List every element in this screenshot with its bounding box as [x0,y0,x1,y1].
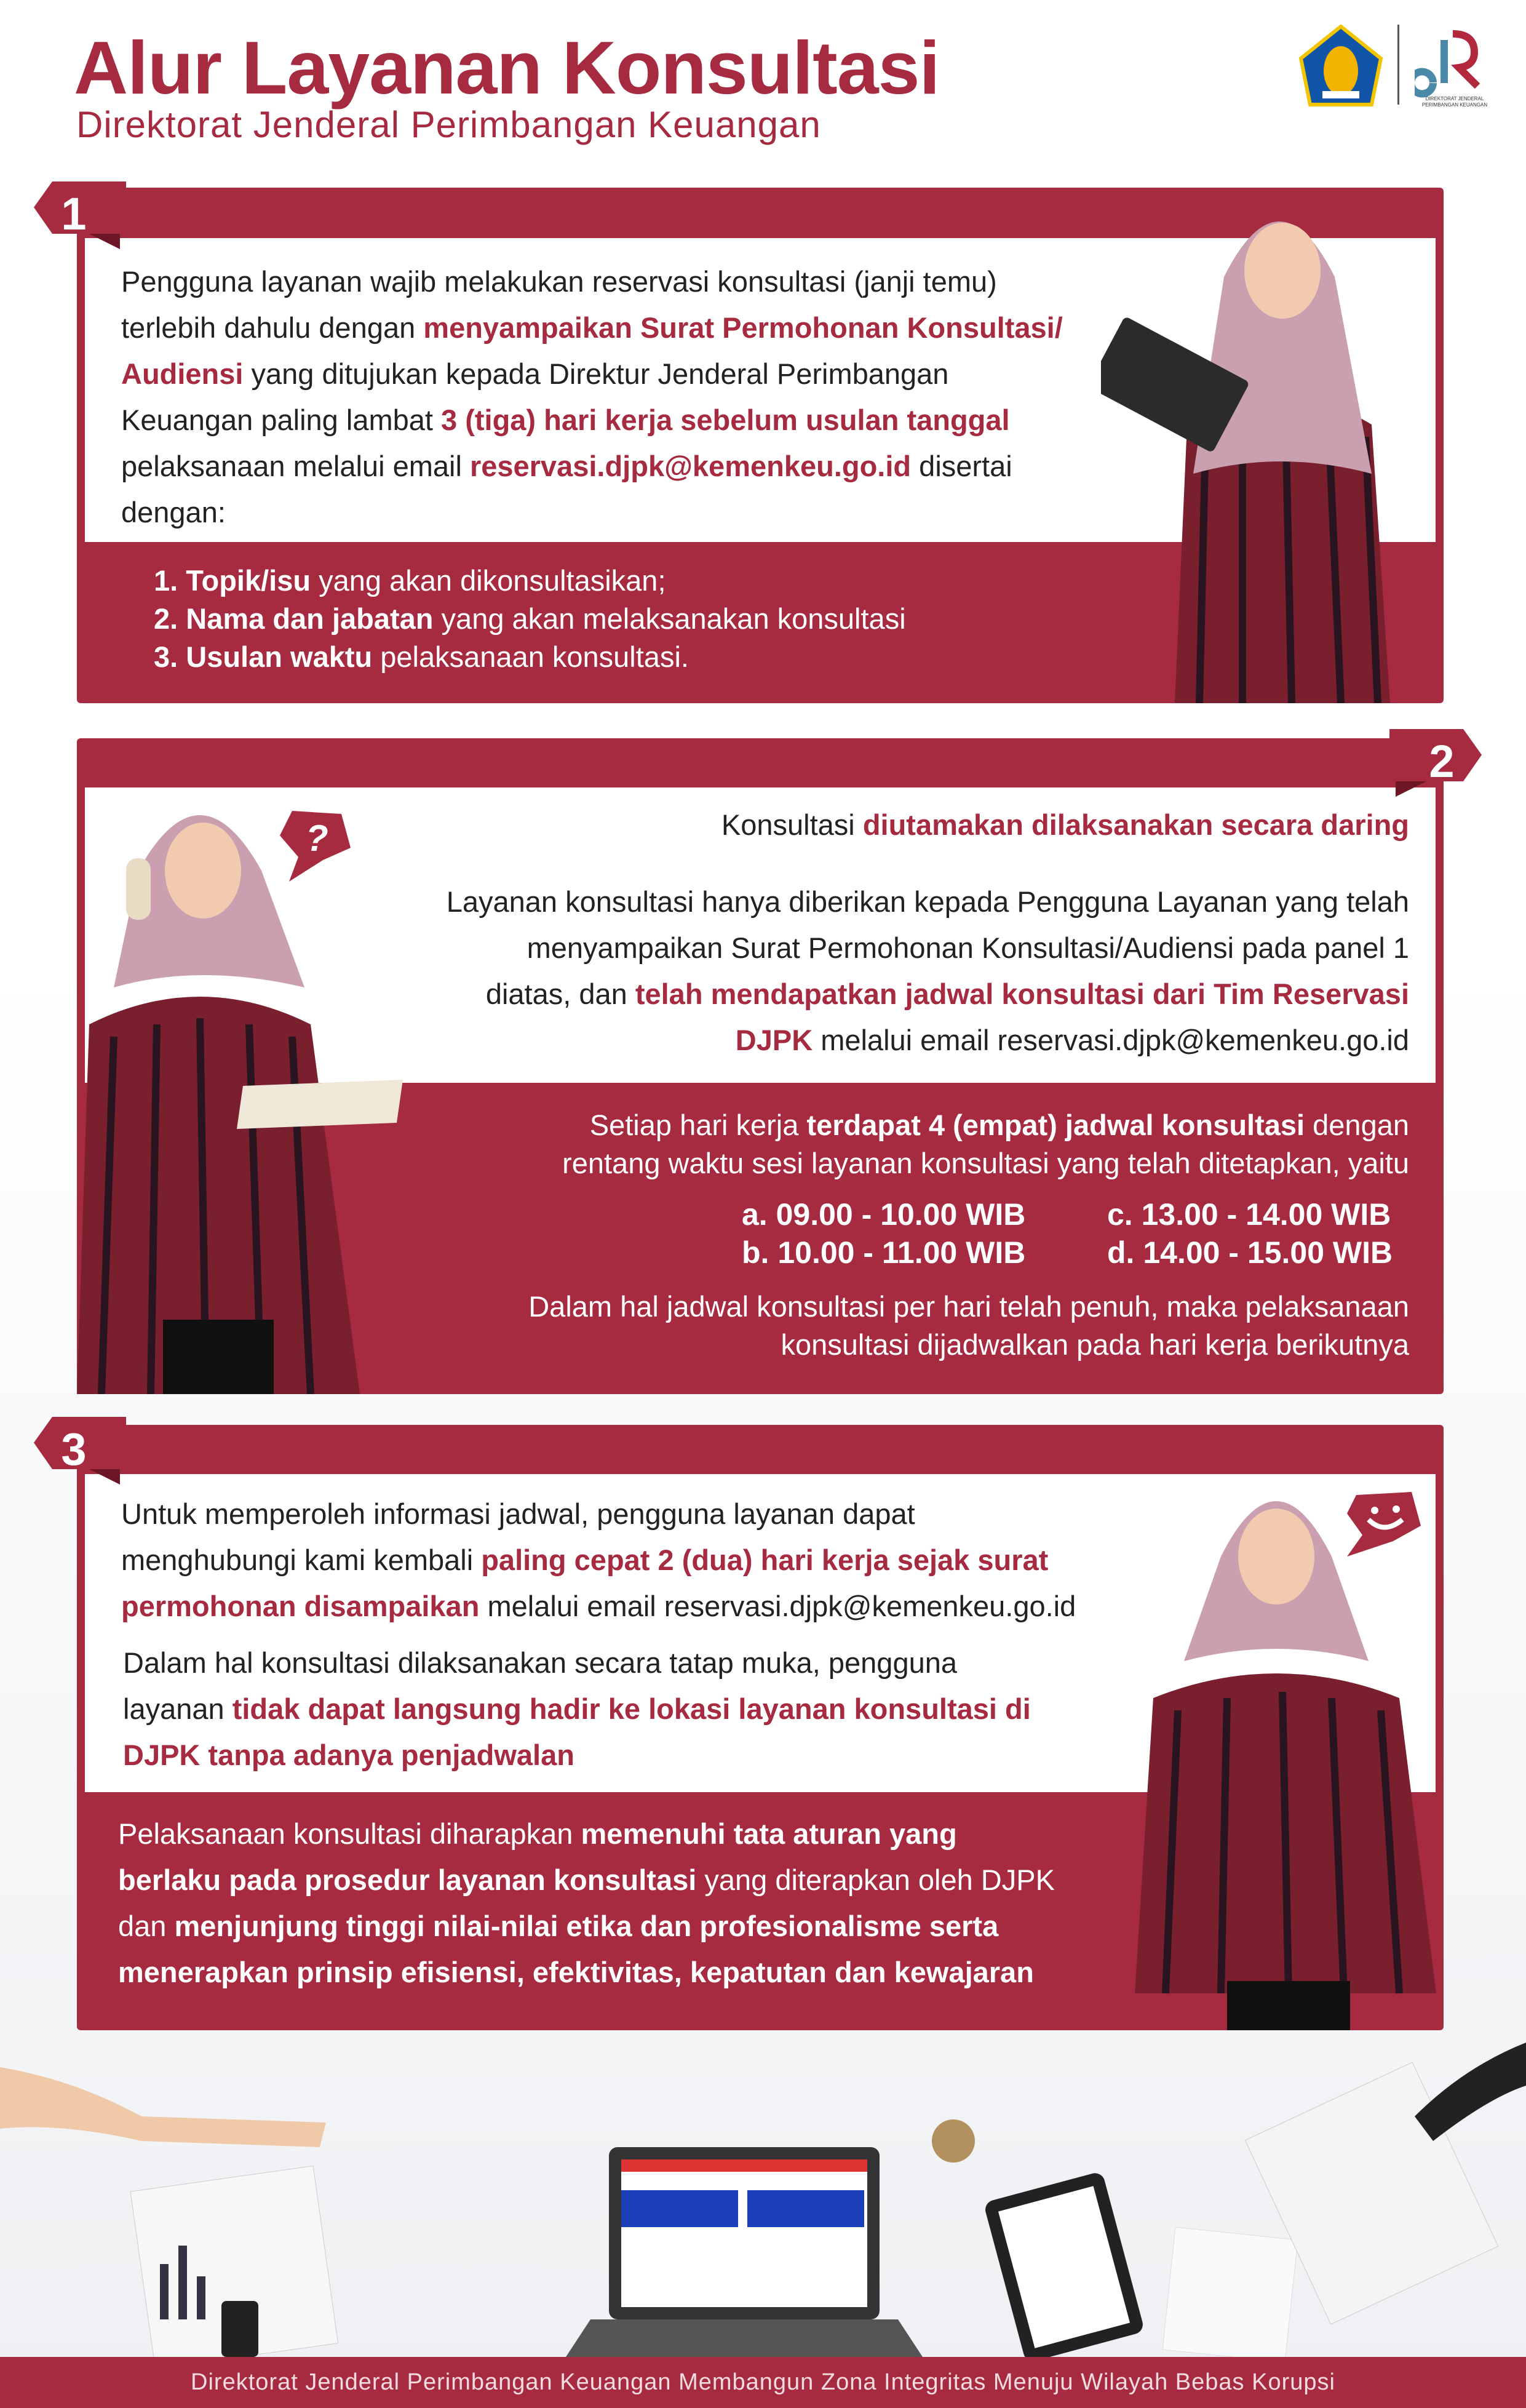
panel-2-full-schedule-note [528,1288,1409,1364]
text-line [528,1326,1409,1364]
panel-1-text [121,258,1063,535]
page-title: Alur Layanan Konsultasi [74,26,940,110]
text-line [121,351,1063,397]
text-line [154,600,906,638]
panel-3-face-to-face-text [123,1640,1031,1778]
bold-text: 2. [154,602,186,635]
highlight-text: DJPK tanpa adanya penjadwalan [123,1739,574,1771]
svg-text:DIREKTORAT JENDERAL: DIREKTORAT JENDERAL [1425,96,1484,102]
bold-text: terdapat 4 (empat) jadwal konsultasi [806,1109,1305,1141]
highlight-text: Audiensi [121,357,244,390]
logo-divider [1397,25,1399,105]
text-segment: dengan [1305,1109,1409,1141]
text-line [123,1686,1031,1732]
text-line [528,1288,1409,1326]
bold-text: berlaku pada prosedur layanan konsultasi [118,1864,697,1896]
schedule-slot-a: a. 09.00 - 10.00 WIB [742,1197,1026,1232]
text-segment: Pengguna layanan wajib melakukan reservasi konsultasi (janji temu) [121,265,997,298]
text-segment: Dalam hal konsultasi dilaksanakan secara tatap muka, pengguna [123,1646,958,1679]
highlight-text: reservasi.djpk@kemenkeu.go.id [469,450,912,482]
highlight-text: diutamakan dilaksanakan secara daring [862,808,1409,841]
panel-2-text [447,879,1409,1063]
panel-2-sessions-intro [562,1106,1409,1182]
step-1-number: 1 [61,188,87,239]
schedule-slot-c: c. 13.00 - 14.00 WIB [1107,1197,1391,1232]
text-line [121,1491,1076,1537]
highlight-text: 3 (tiga) hari kerja sebelum usulan tanggal [441,404,1010,436]
text-segment: Dalam hal jadwal konsultasi per hari telah penuh, maka pelaksanaan [528,1290,1409,1323]
text-segment: dengan: [121,496,226,528]
text-segment: melalui email reservasi.djpk@kemenkeu.go.id [479,1590,1076,1622]
text-segment: disertai [911,450,1012,482]
text-segment: yang akan dikonsultasikan; [311,564,666,597]
text-line [562,1144,1409,1182]
text-segment: menghubungi kami kembali [121,1544,482,1576]
text-segment: layanan [123,1692,232,1725]
schedule-slot-d: d. 14.00 - 15.00 WIB [1107,1235,1393,1270]
text-segment: pelaksanaan konsultasi. [372,640,689,673]
bold-text: Nama dan jabatan [186,602,434,635]
text-segment: Konsultasi [721,808,863,841]
woman-with-tablet-illustration [1101,166,1458,703]
panel-3-text [121,1491,1076,1629]
text-line [121,1537,1076,1583]
highlight-text: paling cepat 2 (dua) hari kerja sejak surat [481,1544,1049,1576]
text-segment: Untuk memperoleh informasi jadwal, pengguna layanan dapat [121,1497,915,1530]
text-segment: yang ditujukan kepada Direktur Jenderal Perimbangan [243,357,949,390]
text-line [562,1106,1409,1144]
text-line [721,802,1409,848]
text-line [123,1732,1031,1778]
step-1-badge [34,181,126,249]
bold-text: menerapkan prinsip efisiensi, efektivitas, kepatutan dan kewajaran [118,1956,1034,1988]
schedule-column-right [1107,1195,1393,1272]
panel-3-conduct-text [118,1811,1055,1995]
question-bubble-symbol: ? [306,818,328,859]
text-segment: Setiap hari kerja [589,1109,807,1141]
text-line [447,879,1409,925]
step-3-badge [34,1417,126,1485]
text-segment: menyampaikan Surat Permohonan Konsultasi/Audiensi pada panel 1 [527,931,1409,964]
text-line [118,1949,1055,1995]
step-2-number: 2 [1429,736,1455,787]
schedule-slot-b: b. 10.00 - 11.00 WIB [742,1235,1026,1270]
logo-kemenkeu [1298,25,1384,108]
step-3-number: 3 [61,1424,87,1475]
text-segment: terlebih dahulu dengan [121,311,424,344]
page-subtitle: Direktorat Jenderal Perimbangan Keuangan [76,104,821,145]
highlight-text: tidak dapat langsung hadir ke lokasi layanan konsultasi di [232,1692,1031,1725]
highlight-text: menyampaikan Surat Permohonan Konsultasi/ [423,311,1063,344]
logo-djpk [1415,28,1495,108]
text-line [118,1857,1055,1903]
highlight-text: permohonan disampaikan [121,1590,480,1622]
text-segment: Layanan konsultasi hanya diberikan kepada Pengguna Layanan yang telah [446,885,1409,918]
footer-tagline: Direktorat Jenderal Perimbangan Keuangan Membangun Zona Integritas Menuju Wilayah Bebas Korupsi [0,2357,1526,2408]
text-line [121,305,1063,351]
text-line [447,971,1409,1017]
text-segment: yang akan melaksanakan konsultasi [433,602,906,635]
office-desk-illustration [0,2043,1526,2357]
bold-text: 3. [154,640,186,673]
panel-1-requirements-list [154,562,906,676]
bold-text: menjunjung tinggi nilai-nilai etika dan profesionalisme serta [174,1910,999,1942]
schedule-column-left [742,1195,1025,1272]
text-segment: rentang waktu sesi layanan konsultasi yang telah ditetapkan, yaitu [562,1147,1409,1179]
text-segment: yang diterapkan oleh DJPK [696,1864,1055,1896]
text-line [121,258,1063,305]
question-bubble-icon [280,811,354,885]
smile-bubble-icon [1344,1492,1424,1566]
text-line [154,638,906,676]
text-segment: melalui email reservasi.djpk@kemenkeu.go.id [813,1024,1409,1056]
bold-text: memenuhi tata aturan yang [581,1817,957,1850]
text-segment: dan [118,1910,175,1942]
highlight-text: telah mendapatkan jadwal konsultasi dari Tim Reservasi [635,978,1409,1010]
bold-text: Usulan waktu [186,640,373,673]
panel-2-heading [721,802,1409,848]
text-line [154,562,906,600]
highlight-text: DJPK [735,1024,813,1056]
text-line [121,489,1063,535]
text-segment: Keuangan paling lambat [121,404,442,436]
text-segment: pelaksanaan melalui email [121,450,470,482]
text-line [447,1017,1409,1063]
text-segment: konsultasi dijadwalkan pada hari kerja berikutnya [781,1328,1409,1361]
text-segment: Pelaksanaan konsultasi diharapkan [118,1817,581,1850]
text-segment: diatas, dan [485,978,635,1010]
text-line [118,1903,1055,1949]
step-2-badge [1389,729,1482,797]
bold-text: Topik/isu [186,564,311,597]
text-line [123,1640,1031,1686]
bold-text: 1. [154,564,186,597]
text-line [121,1583,1076,1629]
text-line [121,397,1063,443]
text-line [121,443,1063,489]
text-line [447,925,1409,971]
text-line [118,1811,1055,1857]
woman-on-phone-illustration [77,766,409,1394]
svg-text:PERIMBANGAN KEUANGAN: PERIMBANGAN KEUANGAN [1421,102,1488,108]
